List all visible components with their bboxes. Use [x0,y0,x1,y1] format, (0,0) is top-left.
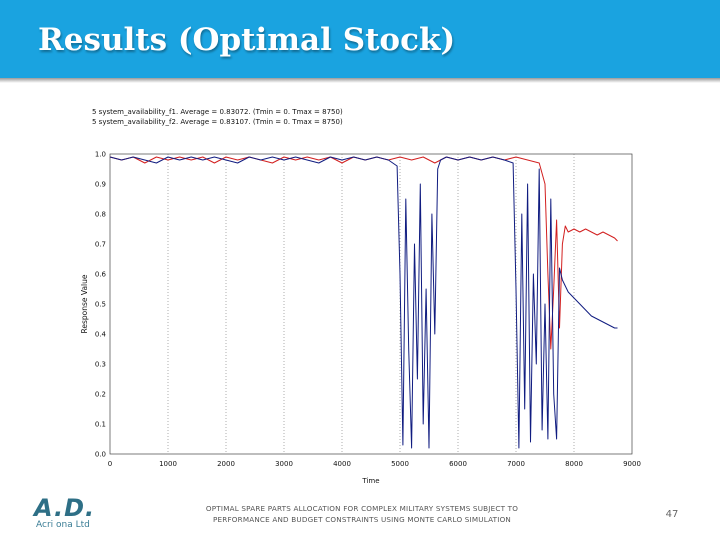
chart-title-line-1: 5 system_availability_f1. Average = 0.83072. (Tmin = 0. Tmax = 8750) [92,108,343,116]
x-tick-label: 2000 [217,460,235,468]
footer-line-1: OPTIMAL SPARE PARTS ALLOCATION FOR COMPLEX MILITARY SYSTEMS SUBJECT TO [205,504,519,513]
x-tick-label: 7000 [507,460,525,468]
x-tick-label: 1000 [159,460,177,468]
y-tick-label: 0.1 [94,420,106,429]
x-tick-label: 6000 [449,460,467,468]
x-tick-label: 5000 [391,460,409,468]
availability-chart [70,100,650,490]
y-tick-labels [95,151,107,459]
x-tick-label: 0 [107,460,113,468]
y-tick-label: 0.9 [94,180,106,189]
plot-area [110,154,632,454]
y-tick-label: 0.3 [94,360,106,369]
y-axis-label: Response Value [80,274,89,334]
y-tick-label: 0.5 [94,300,106,309]
y-tick-label: 0.7 [94,240,106,249]
x-axis-label: Time [362,477,380,485]
title-bar-shadow [0,78,720,83]
footer-text [186,503,538,525]
footer-line-2: PERFORMANCE AND BUDGET CONSTRAINTS USING MONTE CARLO SIMULATION [212,515,512,524]
page-number: 47 [665,509,679,520]
slide-title: Results (Optimal Stock) [38,22,456,58]
x-tick-label: 3000 [275,460,293,468]
chart-title-line-2: 5 system_availability_f2. Average = 0.83107. (Tmin = 0. Tmax = 8750) [92,118,343,126]
y-tick-label: 0.6 [94,270,106,279]
logo-subtext: Acri ona Ltd [36,520,90,530]
logo-mark: A.D. [34,494,96,522]
x-tick-label: 9000 [623,460,641,468]
company-logo [34,496,104,536]
y-tick-label: 0.2 [94,390,106,399]
y-tick-label: 0.8 [94,210,106,219]
y-tick-label: 1.0 [94,150,106,159]
x-tick-label: 4000 [333,460,351,468]
x-tick-labels [108,460,641,468]
y-tick-label: 0.0 [94,450,106,459]
x-tick-label: 8000 [565,460,583,468]
y-tick-label: 0.4 [94,330,106,339]
chart-title-block [92,108,343,126]
